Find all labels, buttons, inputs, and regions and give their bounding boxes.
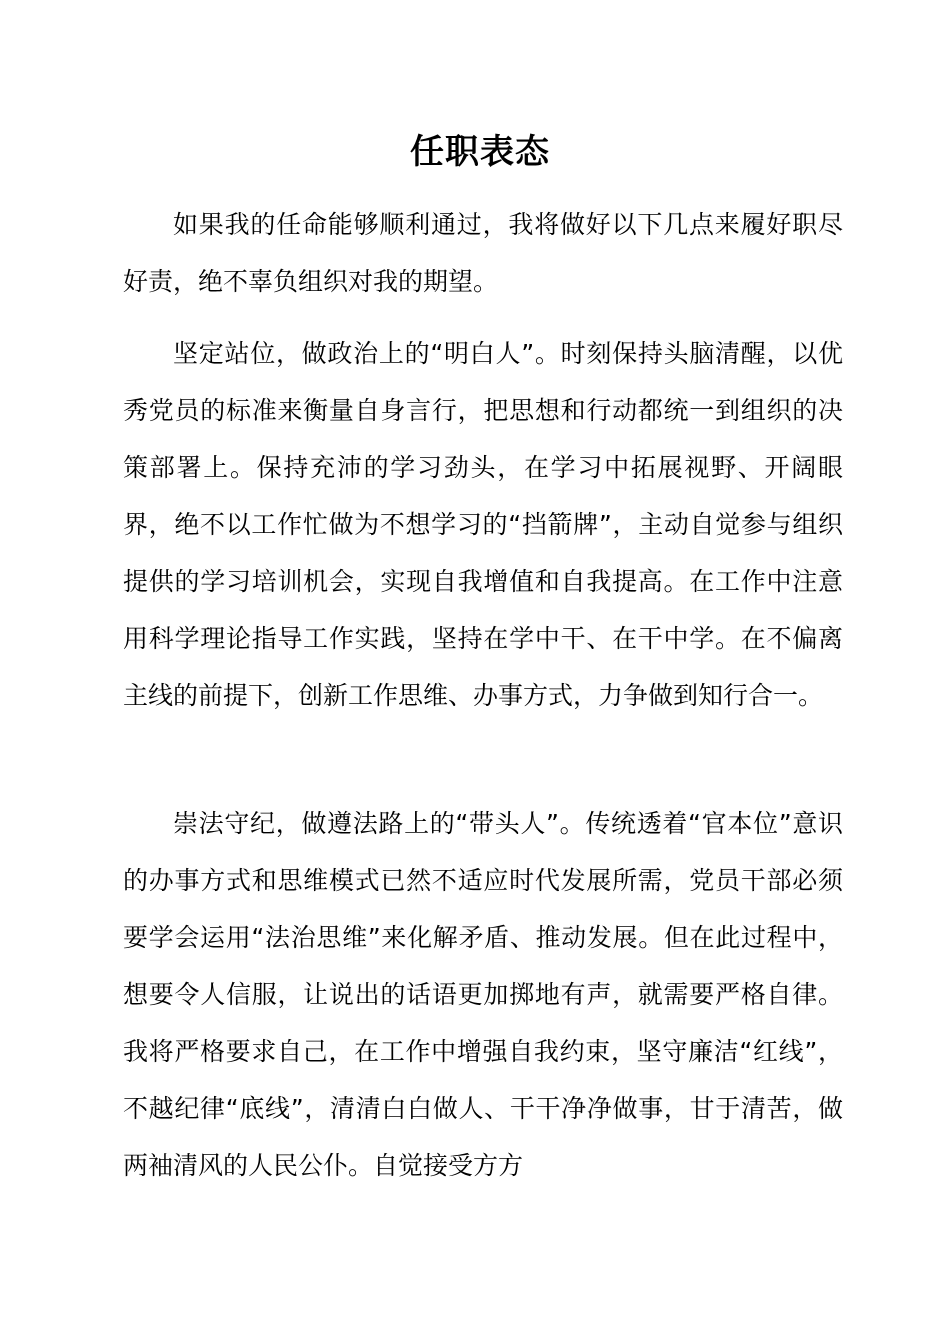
document-title: 任职表态 xyxy=(410,132,550,172)
paragraph-intro: 如果我的任命能够顺利通过，我将做好以下几点来履好职尽好责，绝不辜负组织对我的期望。 xyxy=(123,210,843,296)
paragraph-law-discipline: 崇法守纪，做遵法路上的“带头人”。传统透着“官本位”意识的办事方式和思维模式已然不适应时代发展所需，党员干部必须要学会运用“法治思维”来化解矛盾、推动发展。但在此过程中，想要令人信服，让说出的话语更加掷地有声，就需要严格自律。我将严格要求自己，在工作中增强自我约束，坚守廉洁“红线”，不越纪律“底线”，清清白白做人、干干净净做事，甘于清苦，做两袖清风的人民公仆。自觉接受方方 xyxy=(123,809,843,1180)
paragraph-political-stance: 坚定站位，做政治上的“明白人”。时刻保持头脑清醒，以优秀党员的标准来衡量自身言行，把思想和行动都统一到组织的决策部署上。保持充沛的学习劲头，在学习中拓展视野、开阔眼界，绝不以工作忙做为不想学习的“挡箭牌”，主动自觉参与组织提供的学习培训机会，实现自我增值和自我提高。在工作中注意用科学理论指导工作实践，坚持在学中干、在干中学。在不偏离主线的前提下，创新工作思维、办事方式，力争做到知行合一。 xyxy=(123,339,843,710)
